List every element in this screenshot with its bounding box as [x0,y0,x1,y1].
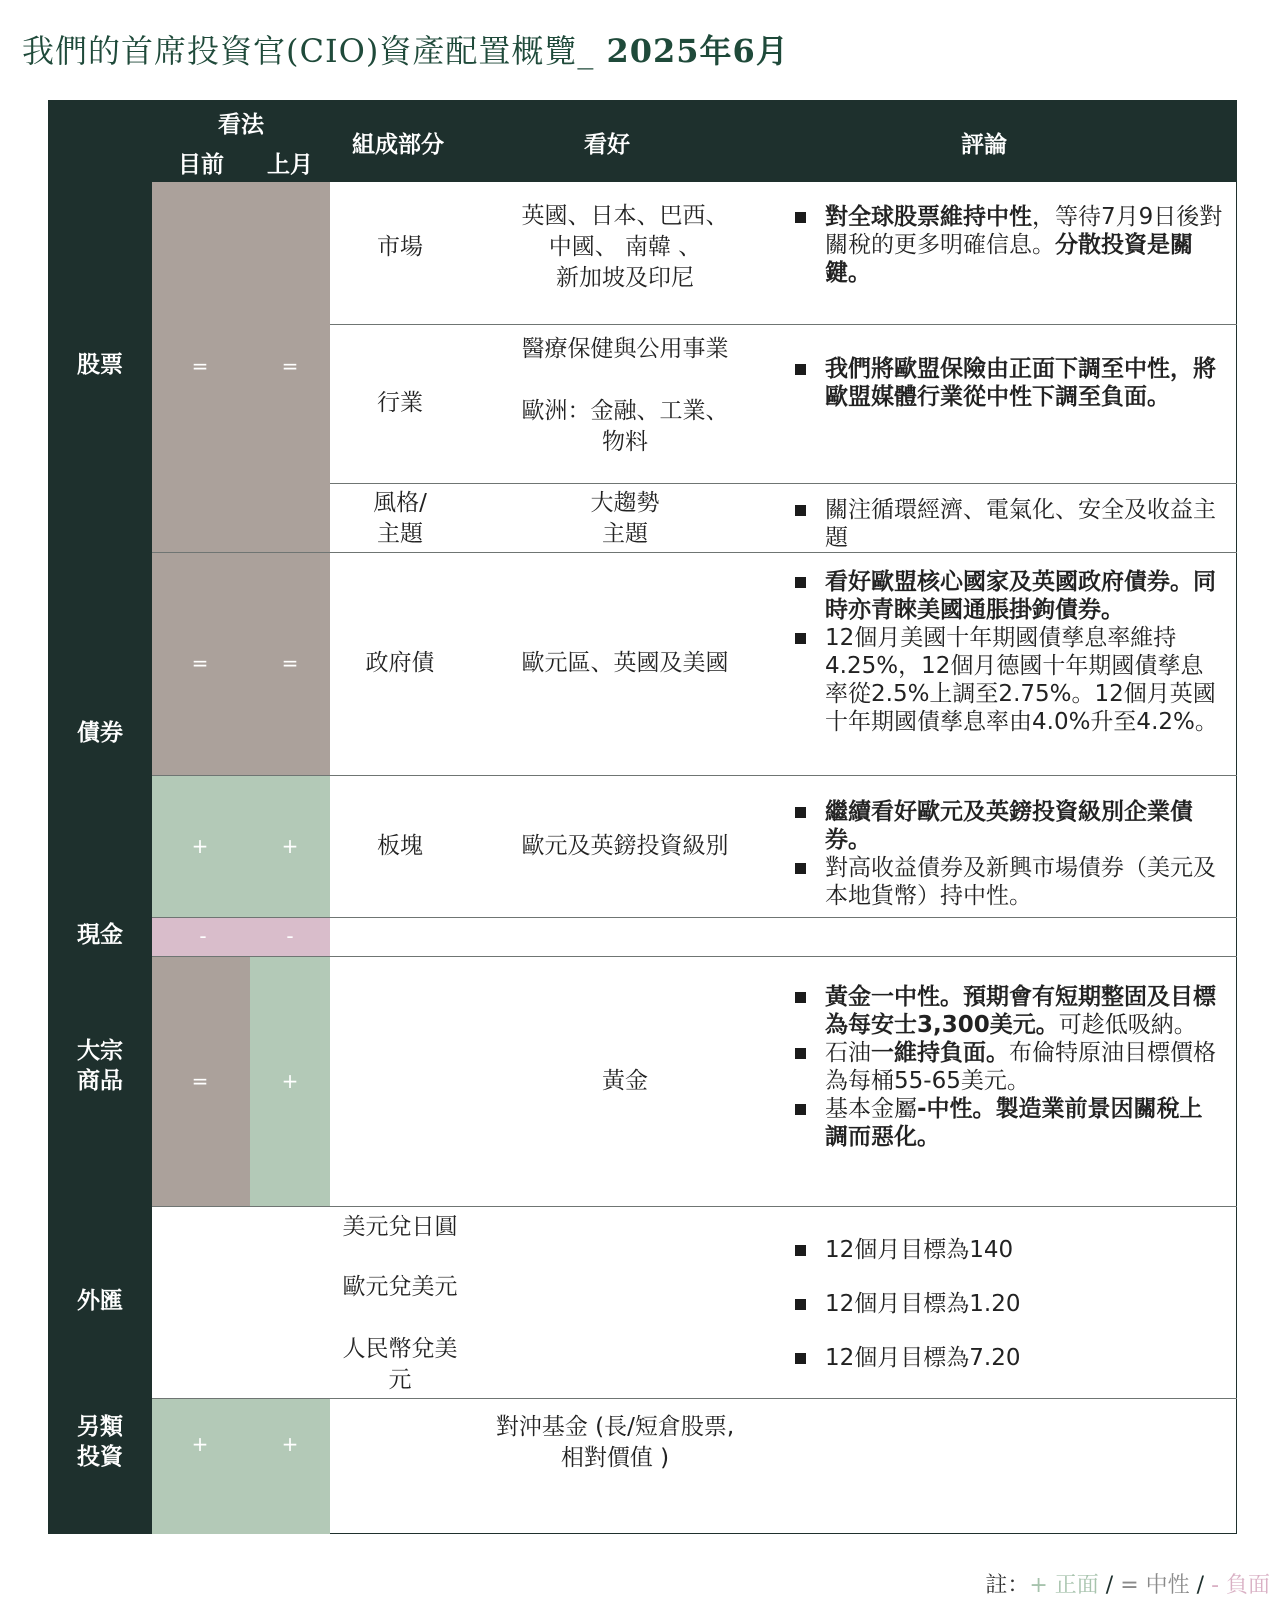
category-equities: 股票 [77,352,123,378]
symbol-negative: - [199,924,207,948]
component-credit: 板塊 [377,833,423,859]
category-fx: 外匯 [77,1288,123,1314]
symbol-negative: - [286,924,294,948]
symbol-positive: + [191,834,209,858]
view-cell-alternatives [152,1399,330,1534]
preferred-themes: 大趨勢 主題 [590,490,660,547]
preferred-markets: 英國、日本、巴西、 中國、 南韓 、 新加坡及印尼 [521,203,729,291]
title-main: 我們的首席投資官(CIO)資產配置概覽_ [22,32,595,70]
symbol-neutral: = [191,354,209,378]
legend-note: 註：+ 正面 / = 中性 / - 負面 [985,1573,1270,1598]
preferred-govt: 歐元區、英國及美國 [521,650,729,676]
header-view: 看法 [218,112,264,138]
page-title [22,26,789,72]
row-divider [330,483,1237,484]
preferred-sectors-1: 醫療保健與公用事業 [521,336,729,362]
comment-credit: 繼續看好歐元及英鎊投資級別企業債券。 對高收益債券及新興市場債券（美元及本地貨幣）持中性。 [795,798,1225,910]
symbol-positive: + [281,1432,299,1456]
fx-pair-eurusd: 歐元兌美元 [342,1274,458,1300]
comment-markets: 對全球股票維持中性，等待7月9日後對關稅的更多明確信息。分散投資是關鍵。 [795,203,1225,287]
comment-sectors: 我們將歐盟保險由正面下調至中性，將歐盟媒體行業從中性下調至負面。 [795,355,1225,411]
category-commodities: 大宗 商品 [77,1038,123,1094]
category-bonds: 債券 [77,720,123,746]
title-date: 2025年6月 [594,32,789,70]
comment-fx-2: 12個月目標為1.20 [795,1290,1225,1318]
symbol-neutral: = [281,651,299,675]
category-alternatives: 另類 投資 [77,1414,123,1470]
component-govt: 政府債 [365,650,435,676]
component-themes: 風格/ 主題 [373,490,427,547]
preferred-commodities: 黃金 [602,1068,648,1094]
row-divider [152,775,1237,776]
legend-neutral: = 中性 [1120,1573,1190,1598]
fx-pair-usdjpy: 美元兌日圓 [342,1214,458,1240]
comment-fx-3: 12個月目標為7.20 [795,1344,1225,1372]
header-comment: 評論 [961,132,1007,158]
header-last-month: 上月 [267,152,313,178]
row-divider [152,1206,1237,1207]
symbol-neutral: = [281,354,299,378]
legend-negative: - 負面 [1211,1573,1270,1598]
category-column [48,100,152,1534]
preferred-credit: 歐元及英鎊投資級別 [521,833,729,859]
category-cash: 現金 [77,922,123,948]
symbol-positive: + [281,834,299,858]
header-component: 組成部分 [352,132,444,158]
comment-fx-1: 12個月目標為140 [795,1236,1225,1264]
row-divider [152,956,1237,957]
row-divider [152,1398,1237,1399]
fx-pair-cnyusd: 人民幣兌美 元 [342,1336,458,1393]
component-sectors: 行業 [377,390,423,416]
component-markets: 市場 [377,234,423,260]
comment-themes: 關注循環經濟、電氣化、安全及收益主題 [795,496,1225,552]
header-current: 目前 [178,152,224,178]
symbol-positive: + [191,1432,209,1456]
symbol-positive: + [281,1069,299,1093]
symbol-neutral: = [191,1069,209,1093]
row-divider [152,552,1237,553]
comment-govt: 看好歐盟核心國家及英國政府債券。同時亦青睞美國通脹掛鉤債券。 12個月美國十年期國債孳息率維持4.25%，12個月德國十年期國債孳息率從2.5%上調至2.75%。12個月英國十年期國債孳息率由4.0%升至4.2%。 [795,568,1225,736]
row-divider [330,324,1237,325]
symbol-neutral: = [191,651,209,675]
legend-positive: + 正面 [1029,1573,1099,1598]
preferred-sectors-2: 歐洲：金融、工業、 物料 [521,398,729,455]
preferred-alternatives: 對沖基金 (長/短倉股票, 相對價值 ) [495,1414,735,1471]
row-divider [152,917,1237,918]
comment-commodities: 黃金一中性。預期會有短期整固及目標為每安士3,300美元。可趁低吸納。 石油一維持負面。布倫特原油目標價格為每桶55-65美元。 基本金屬-中性。製造業前景因關稅上調而惡化。 [795,983,1225,1151]
header-preferred: 看好 [584,132,630,158]
